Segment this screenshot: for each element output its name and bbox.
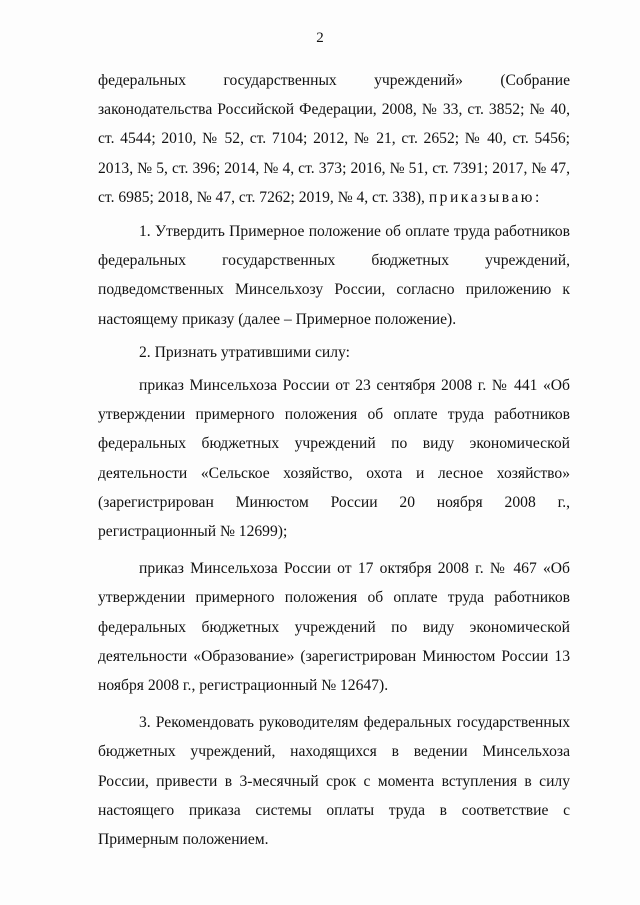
paragraph-item-2: 2. Признать утратившими силу: [139, 343, 350, 361]
paragraph-item-2b: приказ Минсельхоза России от 17 октября 2008 г. № 467 «Об утверждении примерного положения об оплате труда работников федеральных бюджетных учреждений по виду экономической деятельности «Образование» (зарегистрирован Минюстом России 13 ноября 2008 г., регистрационный № 12647). [98, 560, 570, 695]
intro-text: федеральных государственных учреждений» (Собрание законодательства Российской Федерации, 2008, № 33, ст. 3852; № 40, ст. 4544; 2010, № 52, ст. 7104; 2012, № 21, ст. 2652; № 40, ст. 5456; 2013, № 5, ст. 396; 2014, № 4, ст. 373; 2016, № 51, ст. 7391; 2017, № 47, ст. 6985; 2018, № 47, ст. 7262; 2019, № 4, ст. 338), [98, 72, 570, 206]
order-word: приказываю [428, 188, 535, 206]
paragraph-item-3: 3. Рекомендовать руководителям федеральных государственных бюджетных учреждений, находящихся в ведении Минсельхоза России, привести в 3-месячный срок с момента вступления в силу настоящего приказа системы оплаты труда в соответствие с Примерным положением. [98, 714, 570, 849]
paragraph-intro [98, 66, 570, 212]
paragraph-item-2a: приказ Минсельхоза России от 23 сентября 2008 г. № 441 «Об утверждении примерного положения об оплате труда работников федеральных бюджетных учреждений по виду экономической деятельности «Сельское хозяйство, охота и лесное хозяйство» (зарегистрирован Минюстом России 20 ноября 2008 г., регистрационный № 12699); [98, 377, 570, 541]
paragraph-item-1: 1. Утвердить Примерное положение об оплате труда работников федеральных государственных бюджетных учреждений, подведомственных Минсельхозу России, согласно приложению к настоящему приказу (далее – Примерное положение). [98, 223, 570, 328]
page-number: 2 [316, 30, 324, 46]
intro-colon: : [534, 188, 540, 206]
document-body [98, 66, 570, 854]
